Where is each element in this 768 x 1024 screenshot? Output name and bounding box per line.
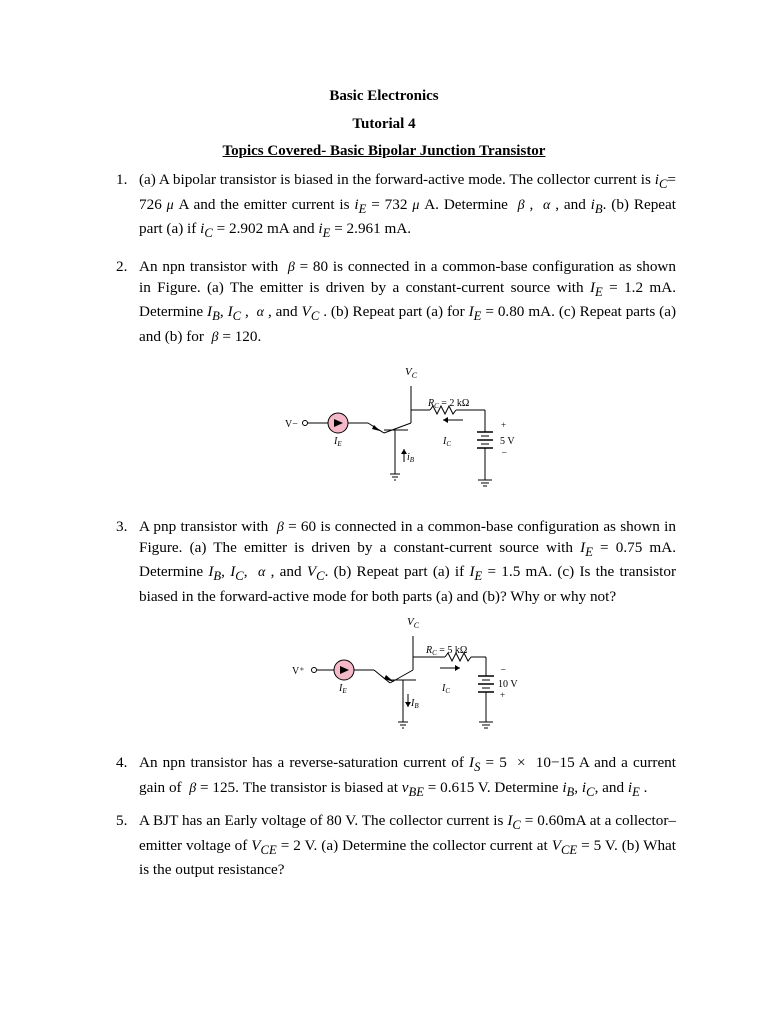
rc-label: $R_C = 5$ kΩ: [426, 645, 468, 657]
battery-voltage: 5 V: [500, 436, 515, 447]
circuit-figure-2: [290, 614, 530, 736]
battery-plus: +: [500, 690, 506, 700]
question-number: 2.: [116, 258, 128, 275]
battery-minus: –: [502, 447, 507, 457]
ie-label: $I_E$: [334, 436, 342, 448]
battery-voltage: 10 V: [498, 679, 518, 690]
question-3: [116, 517, 676, 606]
question-number: 1.: [116, 171, 128, 188]
question-number: 5.: [116, 812, 128, 829]
ib-label: $i_B$: [407, 452, 415, 464]
emitter-arrow-icon: [384, 675, 394, 682]
terminal-node: [303, 421, 308, 426]
ie-label: $I_E$: [339, 683, 347, 695]
question-text: A BJT has an Early voltage of 80 V. The collector current is $I_C = 0.60mA$ at a collector–emitter voltage of $V_{CE} = 2$ V. (a) Determine the collector current at $V_{CE} = 5$ V. (b) What is the output resistance?: [139, 812, 676, 879]
question-4: [116, 753, 676, 802]
battery-minus: –: [501, 664, 506, 674]
question-text: (a) A bipolar transistor is biased in the forward-active mode. The collector current is $i_C= 726$ μ A and the emitter current is $i_E = 732$ μ A. Determine β , α , and $i_B$. (b) Repeat part (a) if $i_C = 2.902$ mA and $i_E = 2.961$ mA.: [139, 171, 677, 241]
question-5: [116, 811, 676, 880]
rc-label: $R_C = 2$ kΩ: [428, 398, 470, 410]
topics-heading: Topics Covered- Basic Bipolar Junction Transistor: [222, 143, 546, 159]
question-number: 3.: [116, 518, 128, 535]
battery-plus: +: [501, 420, 507, 430]
transistor-collector-lead: [384, 423, 411, 433]
source-label: V−: [285, 419, 298, 430]
vc-label: $V_C$: [405, 366, 418, 380]
question-2: [116, 257, 676, 347]
ic-label: $I_C$: [443, 436, 452, 448]
source-label: V⁺: [292, 666, 305, 677]
course-title: Basic Electronics: [329, 88, 439, 104]
question-number: 4.: [116, 754, 128, 771]
question-1: [116, 170, 676, 244]
question-text: A pnp transistor with β = 60 is connected in a common-base configuration as shown in Figure. (a) The emitter is driven by a constant-current source with $I_E = 0.75$ mA. Determine $I_B$, $I_C$, α , and $V_C$. (b) Repeat part (a) if $I_E = 1.5$ mA. (c) Is the transistor biased in the forward-active mode for both parts (a) and (b)? Why or why not?: [139, 518, 676, 605]
ib-label: $I_B$: [411, 698, 419, 710]
question-text: An npn transistor has a reverse-saturation current of $I_S = 5 \times 10-15$ A and a current gain of β = 125. The transistor is biased at $v_{BE} = 0.615$ V. Determine $i_B$, $i_C$, and $i_E$ .: [139, 754, 676, 799]
vc-label: $V_C$: [407, 616, 420, 630]
tutorial-title: Tutorial 4: [352, 116, 416, 132]
circuit-figure-1: [280, 362, 530, 494]
question-text: An npn transistor with β = 80 is connected in a common-base configuration as shown in Figure. (a) The emitter is driven by a constant-current source with $I_E = 1.2$ mA. Determine $I_B$, $I_C$ , α , and $V_C$ . (b) Repeat part (a) for $I_E = 0.80$ mA. (c) Repeat parts (a) and (b) for β = 120.: [139, 258, 677, 345]
terminal-node: [312, 668, 317, 673]
ic-label: $I_C$: [442, 683, 451, 695]
